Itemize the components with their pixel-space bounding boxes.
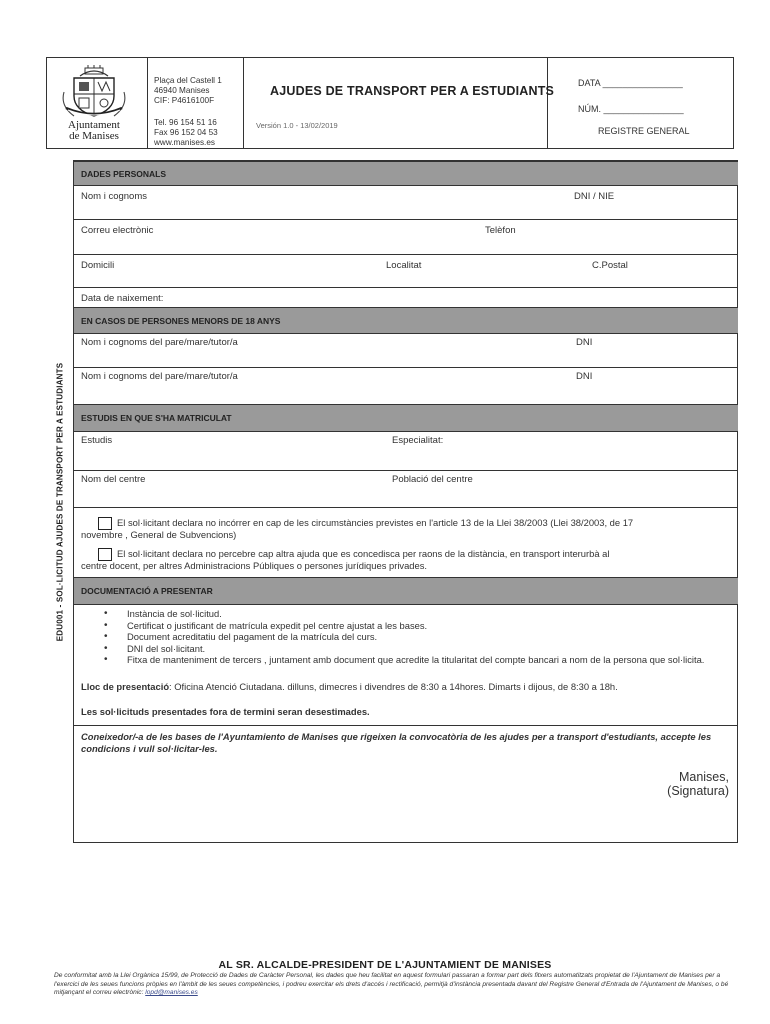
signature-field[interactable]: (Signatura) bbox=[667, 784, 729, 798]
acceptance-statement: Coneixedor/-a de les bases de l'Ayuntamiento de Manises que rigeixen la convocatòria de les ajudes per a transport d'estudiants, accepte les condicions i vull sol·licitar-les. bbox=[81, 731, 712, 754]
page-title: AJUDES DE TRANSPORT PER A ESTUDIANTS bbox=[270, 84, 555, 98]
divider bbox=[243, 58, 244, 148]
section-minors-heading: EN CASOS DE PERSONES MENORS DE 18 ANYS bbox=[74, 307, 738, 334]
centre-name-field[interactable]: Nom del centre bbox=[81, 474, 146, 485]
list-item: • DNI del sol·licitant. bbox=[104, 643, 734, 655]
addressee: AL SR. ALCALDE-PRESIDENT DE L'AJUNTAMIENT DE MANISES bbox=[218, 959, 552, 971]
declaration-line: El sol·licitant declara no percebre cap altra ajuda que es concedisca per raons de la distància, en transport interurbà al bbox=[117, 548, 610, 559]
declaration-text bbox=[81, 548, 737, 571]
dni-field[interactable]: DNI / NIE bbox=[574, 191, 615, 202]
section-personal-heading: DADES PERSONALS bbox=[74, 161, 738, 186]
contact-line: www.manises.es bbox=[154, 138, 215, 147]
address-line: CIF: P4616100F bbox=[154, 96, 215, 105]
address-block bbox=[154, 76, 222, 106]
list-item: • Fitxa de manteniment de tercers , juntament amb document que acredite la titularitat del compte bancari a nom de la persona que sol·licita. bbox=[104, 654, 734, 666]
divider bbox=[547, 58, 548, 148]
section-documentation-heading: DOCUMENTACIÓ A PRESENTAR bbox=[74, 577, 738, 605]
registry-label: REGISTRE GENERAL bbox=[598, 126, 690, 136]
privacy-notice bbox=[54, 972, 734, 998]
municipal-logo bbox=[52, 64, 136, 148]
presentation-place-text: : Oficina Atenció Ciutadana. dilluns, dimecres i divendres de 8:30 a 14hores. Dimarts i dijous, de 8:30 a 18h. bbox=[169, 681, 618, 692]
sign-place: Manises, bbox=[678, 770, 729, 784]
guardian-dni-field[interactable]: DNI bbox=[576, 371, 593, 382]
list-item: • Document acreditatiu del pagament de la matrícula del curs. bbox=[104, 631, 734, 643]
list-item: • Instància de sol·licitud. bbox=[104, 608, 734, 620]
locality-field[interactable]: Localitat bbox=[386, 260, 422, 271]
version-label: Versión 1.0 - 13/02/2019 bbox=[256, 121, 338, 130]
divider bbox=[74, 219, 738, 220]
date-field[interactable]: DATA ________________ bbox=[578, 78, 683, 88]
logo-caption: Ajuntament bbox=[68, 119, 120, 131]
declaration-line: El sol·licitant declara no incórrer en cap de les circumstàncies previstes en l'article 13 de la Llei 38/2003 (Llei 38/2003, de 17 bbox=[117, 517, 634, 528]
centre-town-field[interactable]: Població del centre bbox=[392, 474, 473, 485]
email-field[interactable]: Correu electrònic bbox=[81, 225, 154, 236]
divider bbox=[74, 470, 738, 471]
postal-code-field[interactable]: C.Postal bbox=[592, 260, 628, 271]
guardian-name-field[interactable]: Nom i cognoms del pare/mare/tutor/a bbox=[81, 337, 238, 348]
divider bbox=[74, 725, 738, 726]
contact-block bbox=[154, 118, 218, 148]
contact-line: Fax 96 152 04 53 bbox=[154, 128, 218, 137]
privacy-email-link[interactable]: lopd@manises.es bbox=[145, 989, 198, 997]
logo-caption: de Manises bbox=[69, 130, 119, 142]
divider bbox=[74, 254, 738, 255]
late-notice: Les sol·licituds presentades fora de termini seran desestimades. bbox=[81, 706, 370, 717]
divider bbox=[74, 367, 738, 368]
address-line: 46940 Manises bbox=[154, 86, 210, 95]
birth-date-field[interactable]: Data de naixement: bbox=[81, 293, 164, 304]
guardian-name-field[interactable]: Nom i cognoms del pare/mare/tutor/a bbox=[81, 371, 238, 382]
declaration-text bbox=[81, 517, 737, 540]
guardian-dni-field[interactable]: DNI bbox=[576, 337, 593, 348]
coat-of-arms-icon bbox=[52, 64, 136, 120]
number-field[interactable]: NÚM. ________________ bbox=[578, 104, 684, 114]
address-line: Plaça del Castell 1 bbox=[154, 76, 222, 85]
phone-field[interactable]: Telèfon bbox=[485, 225, 516, 236]
side-label-column bbox=[46, 160, 74, 843]
privacy-text: De conformitat amb la Llei Orgànica 15/99, de Protecció de Dades de Caràcter Personal, les dades que heu facilitat en aquest formulari passaran a formar part dels fitxers automatitzats propietat de l'Ajuntament de Manises per a l'exercici de les seues funcions pròpies en l'àmbit de les seues competències, i podreu exercitar els drets d'accés i rectificació, permitjà d'instància presentada davant del Registre General d'Entrada de l'Ajuntament de Manises, o bé mitjançant el correu electrònic: bbox=[54, 972, 729, 997]
specialty-field[interactable]: Especialitat: bbox=[392, 435, 444, 446]
divider bbox=[74, 287, 738, 288]
declaration-line: novembre , General de Subvencions) bbox=[81, 528, 237, 540]
studies-field[interactable]: Estudis bbox=[81, 435, 113, 446]
declaration-line: centre docent, per altres Administracions Públiques o persones jurídiques privades. bbox=[81, 559, 428, 571]
side-label: EDU001 - SOL·LICITUD AJUDES DE TRANSPORT PER A ESTUDIANTS bbox=[55, 362, 64, 641]
divider bbox=[74, 507, 738, 508]
divider bbox=[147, 58, 148, 148]
section-studies-heading: ESTUDIS EN QUE S'HA MATRICULAT bbox=[74, 404, 738, 432]
documentation-list bbox=[104, 608, 734, 666]
list-item: • Certificat o justificant de matrícula expedit pel centre ajustat a les bases. bbox=[104, 620, 734, 632]
presentation-place bbox=[81, 681, 737, 693]
name-field[interactable]: Nom i cognoms bbox=[81, 191, 147, 202]
address-field[interactable]: Domicili bbox=[81, 260, 115, 271]
presentation-place-label: Lloc de presentació bbox=[81, 681, 170, 692]
contact-line: Tel. 96 154 51 16 bbox=[154, 118, 217, 127]
